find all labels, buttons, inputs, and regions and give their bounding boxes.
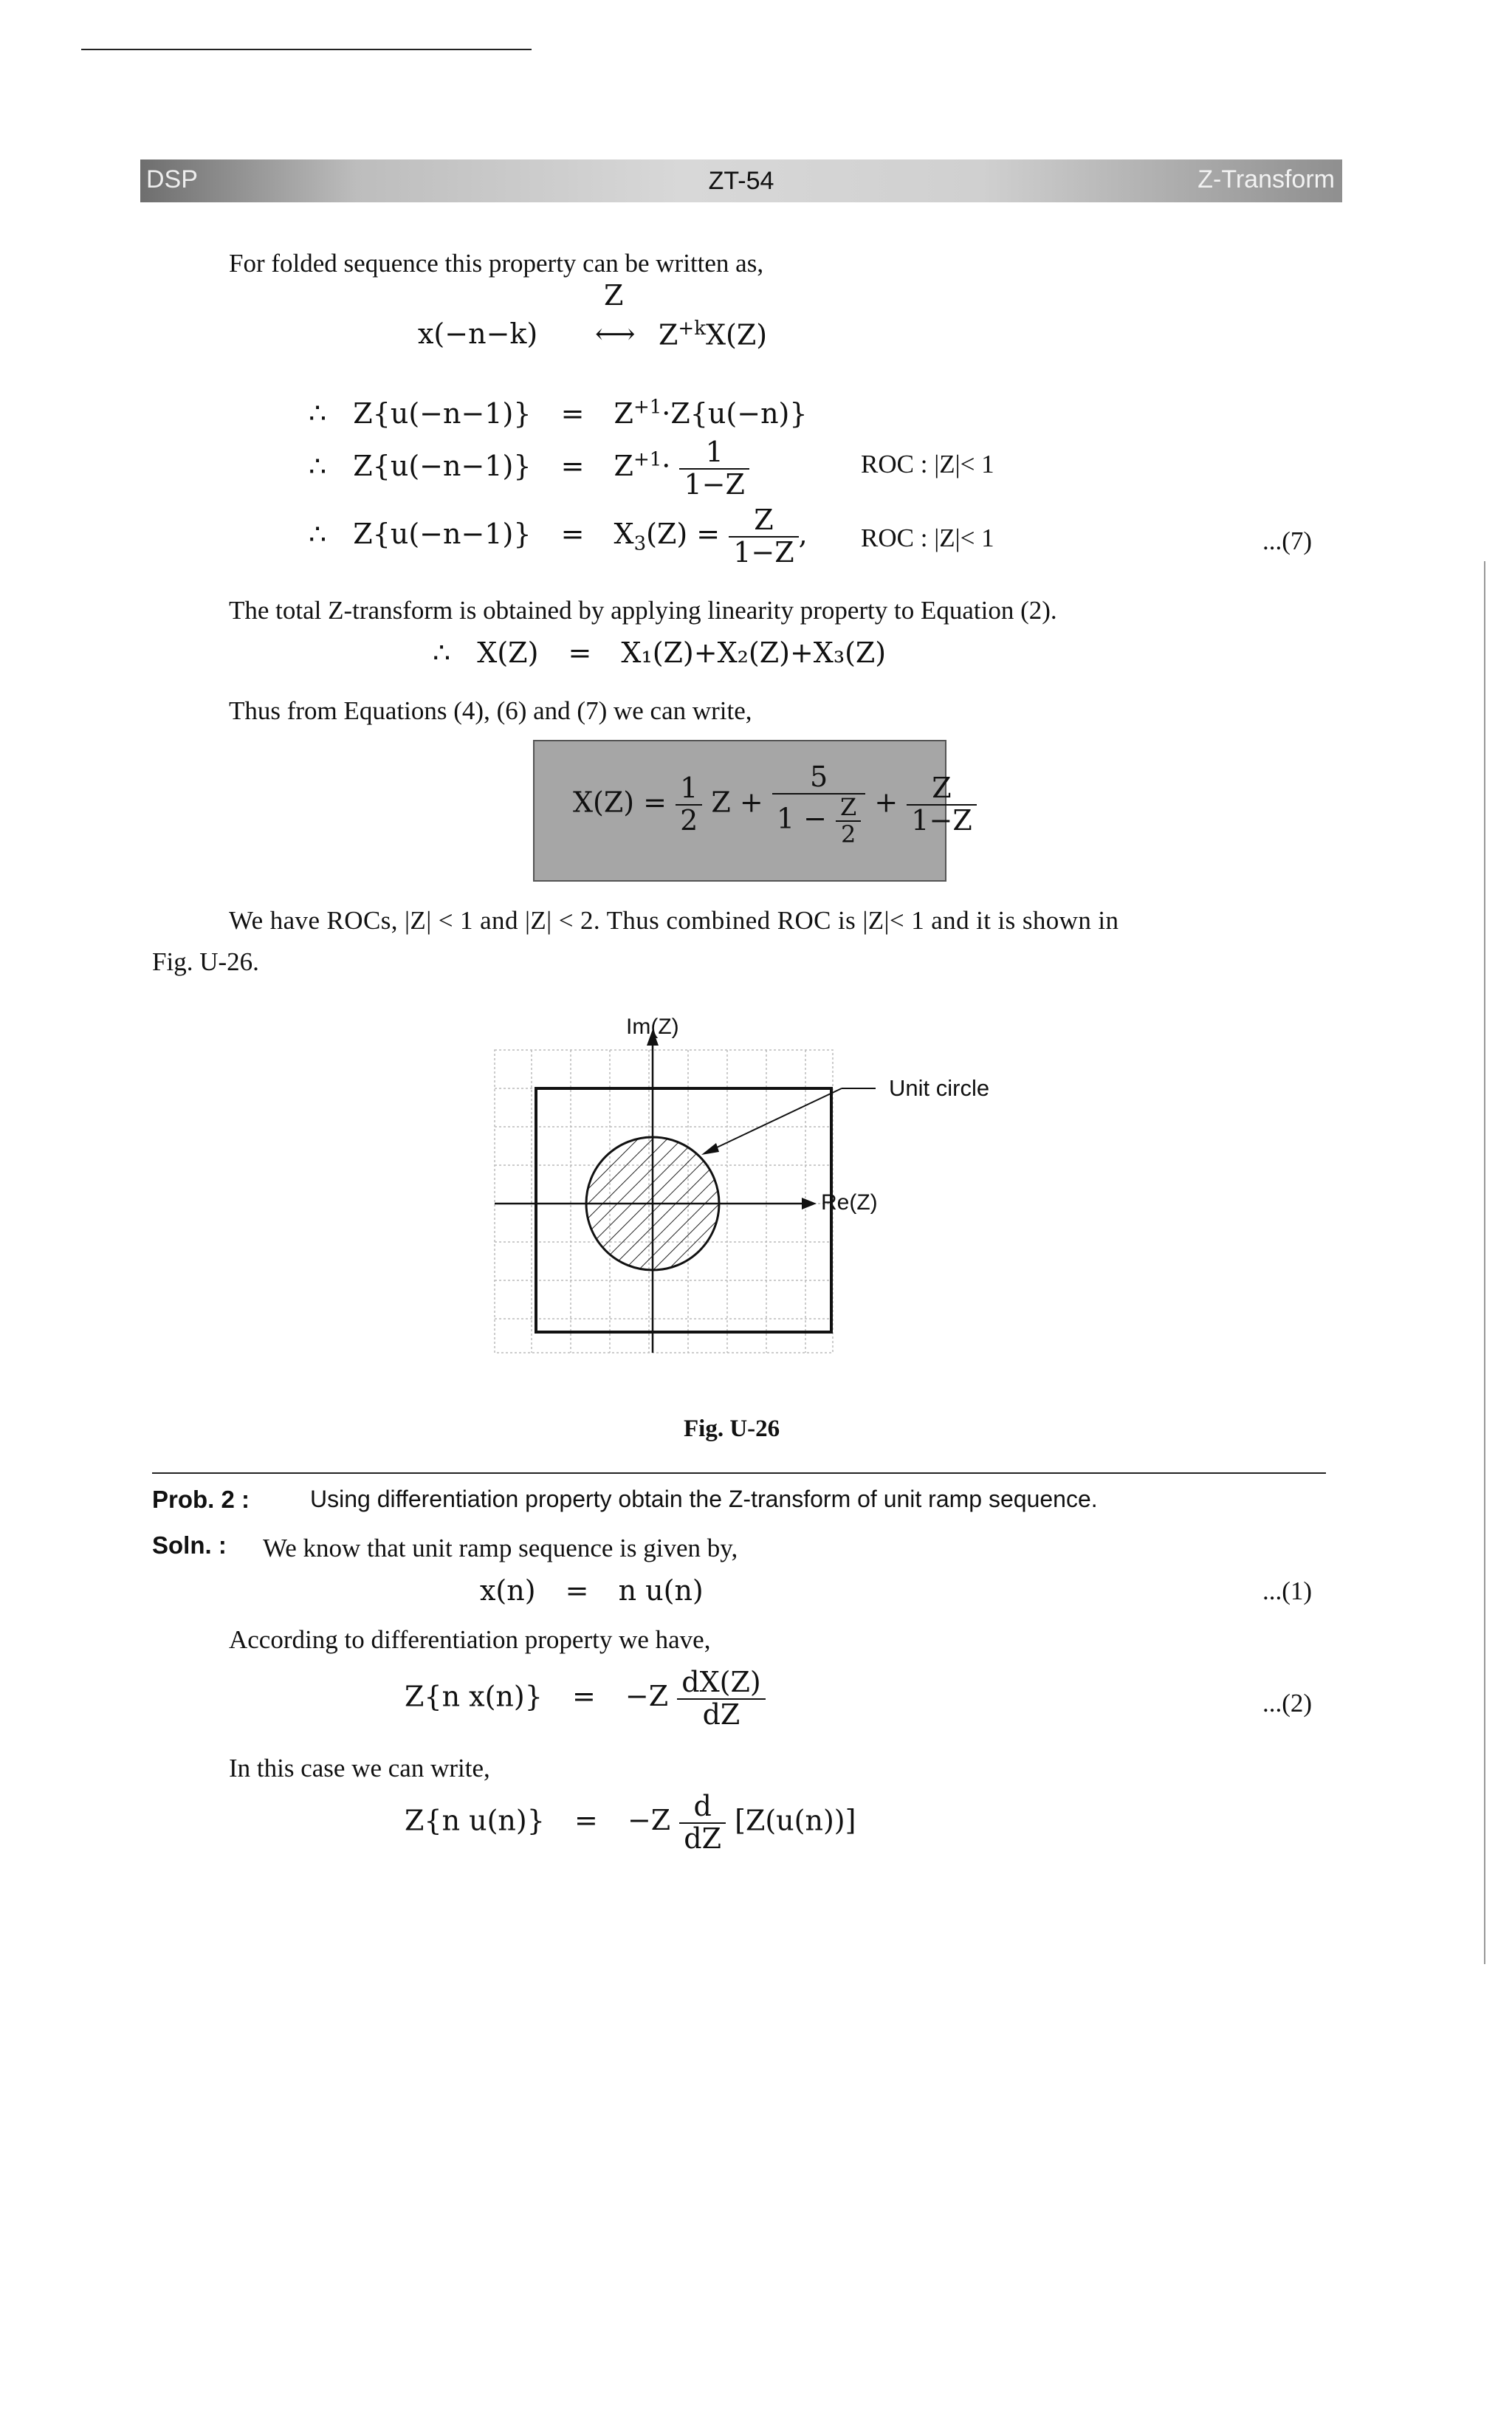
figure-caption: Fig. U-26: [684, 1415, 780, 1442]
equation-row-a: [309, 396, 808, 430]
result-term3-fraction: $\frac{Z}{1-Z}$: [907, 773, 976, 837]
arrow-over-label: Z: [604, 279, 624, 312]
roc-figure: [472, 1012, 1034, 1396]
eq-c-fraction: $\frac{Z}{1-Z}$: [729, 505, 798, 569]
solution-label: Soln. :: [152, 1531, 227, 1559]
unit-circle-label: Unit circle: [889, 1075, 990, 1101]
case-prefix: −Z: [627, 1804, 671, 1837]
header-page-number: ZT-54: [708, 167, 774, 195]
differentiation-reference: ...(2): [1262, 1689, 1313, 1717]
solution-intro: We know that unit ramp sequence is given by,: [263, 1534, 738, 1562]
ramp-rhs: n u(n): [618, 1574, 704, 1607]
eq-c-equals: =: [560, 518, 585, 551]
thus-paragraph: Thus from Equations (4), (6) and (7) we can write,: [229, 696, 752, 725]
differentiation-paragraph: According to differentiation property we have,: [229, 1625, 711, 1654]
result-plus: +: [874, 786, 898, 819]
top-rule: [81, 49, 532, 50]
ramp-equals: =: [565, 1574, 589, 1607]
linearity-rhs: X₁(Z)+X₂(Z)+X₃(Z): [621, 636, 887, 669]
page-header: [140, 159, 1342, 202]
result-term2-inner-fraction: $\frac{Z}{2}$: [836, 795, 861, 848]
eq-a-rhs: $Z^{+1}\cdot Z\{u(-n)\}$: [614, 396, 808, 430]
eq-b-rhs: $Z^{+1}\cdot$: [614, 448, 671, 483]
result-lhs: X(Z) =: [573, 786, 667, 819]
case-tail: [Z(u(n))]: [735, 1804, 856, 1837]
unit-circle-pointer: [704, 1088, 842, 1153]
pointer-arrowhead: [701, 1143, 719, 1155]
total-transform-paragraph: The total Z-transform is obtained by applying linearity property to Equation (2).: [229, 596, 1057, 625]
therefore-symbol: ∴: [309, 450, 327, 483]
intro-paragraph: For folded sequence this property can be written as,: [229, 249, 764, 278]
case-equals: =: [574, 1804, 598, 1837]
property-rhs: $Z^{+k}X(Z)$: [659, 318, 768, 351]
ramp-equation-reference: ...(1): [1262, 1576, 1313, 1605]
linearity-lhs: X(Z): [477, 636, 539, 669]
result-equation: [573, 762, 977, 848]
result-term2-fraction: 5 1 − $\frac{Z}{2}$: [772, 762, 865, 848]
header-chapter: Z-Transform: [1197, 165, 1335, 193]
case-lhs: Z{n u(n)}: [405, 1804, 545, 1837]
problem-statement: Using differentiation property obtain the Z-transform of unit ramp sequence.: [310, 1486, 1098, 1512]
equation-row-b: [309, 437, 749, 501]
real-axis-label: Re(Z): [821, 1190, 878, 1215]
roc-paragraph-line2: Fig. U-26.: [152, 947, 259, 976]
eq-c-roc: ROC : |Z|< 1: [861, 524, 994, 552]
eq-c-lhs: Z{u(−n−1)}: [353, 518, 532, 551]
eq-a-equals: =: [560, 397, 585, 430]
therefore-symbol: ∴: [309, 518, 327, 551]
therefore-symbol: ∴: [433, 636, 451, 669]
case-equation: [405, 1791, 856, 1855]
eq-c-rhs: $X_3(Z)$ =: [614, 518, 721, 555]
case-paragraph: In this case we can write,: [229, 1754, 490, 1782]
section-divider: [152, 1472, 1326, 1474]
therefore-symbol: ∴: [309, 397, 327, 430]
linearity-equals: =: [568, 636, 592, 669]
diff-equals: =: [571, 1680, 596, 1713]
differentiation-equation: [405, 1667, 766, 1731]
eq-b-fraction: $\frac{1}{1-Z}$: [679, 437, 749, 501]
eq-b-lhs: Z{u(−n−1)}: [353, 450, 532, 483]
property-arrow: ⟷: [595, 318, 636, 350]
linearity-equation: [433, 636, 886, 669]
eq-c-reference: ...(7): [1262, 526, 1313, 555]
diff-fraction: $\frac{dX(Z)}{dZ}$: [677, 1667, 765, 1731]
eq-b-equals: =: [560, 450, 585, 483]
diff-prefix: −Z: [625, 1680, 669, 1713]
result-term1-var: Z +: [711, 786, 763, 819]
ramp-equation: [480, 1574, 704, 1607]
case-fraction: $\frac{d}{dZ}$: [679, 1791, 726, 1855]
real-axis-arrowhead: [802, 1198, 817, 1209]
diff-lhs: Z{n x(n)}: [405, 1680, 543, 1713]
result-box: [533, 740, 972, 882]
right-margin-line: [1484, 561, 1485, 1964]
eq-b-roc: ROC : |Z|< 1: [861, 450, 994, 478]
equation-row-c: ∴ $Z\{u(-n-1)\} = X_3(Z)$ = $\frac{Z}{1-Z}$ ,: [309, 504, 808, 569]
property-lhs: x(−n−k): [418, 318, 538, 350]
problem-label: Prob. 2 :: [152, 1486, 250, 1513]
imag-axis-label: Im(Z): [626, 1015, 679, 1039]
eq-a-lhs: Z{u(−n−1)}: [353, 397, 532, 430]
roc-paragraph-line1: We have ROCs, |Z| < 1 and |Z| < 2. Thus combined ROC is |Z|< 1 and it is shown in: [229, 906, 1119, 935]
ramp-lhs: x(n): [480, 1574, 536, 1607]
result-term1-fraction: $\frac{1}{2}$: [676, 773, 702, 837]
header-book-label: DSP: [146, 165, 198, 193]
